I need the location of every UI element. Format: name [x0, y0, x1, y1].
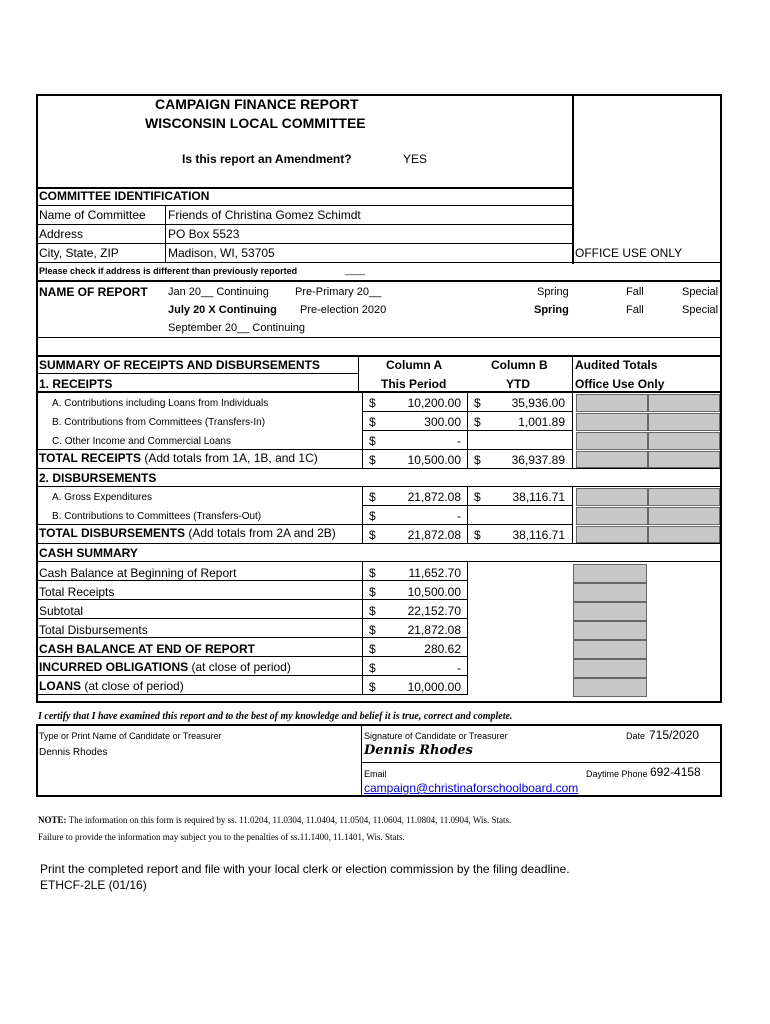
- audited-cell: [573, 659, 647, 678]
- signature-field[interactable]: Dennis Rhodes: [364, 743, 473, 758]
- receipt-a-col-b[interactable]: 35,936.00: [511, 396, 565, 410]
- dollar-sign: $: [369, 604, 376, 618]
- dollar-sign: $: [369, 434, 376, 448]
- report-option-july[interactable]: July 20 X Continuing: [168, 304, 277, 316]
- audited-cell: [573, 621, 647, 640]
- audited-cell: [576, 526, 648, 543]
- dollar-sign: $: [369, 490, 376, 504]
- total-receipts-label-rest: (Add totals from 1A, 1B, and 1C): [141, 451, 318, 465]
- committee-name-field[interactable]: Friends of Christina Gomez Schimdt: [168, 208, 361, 222]
- report-option-special-1[interactable]: Special: [682, 286, 719, 298]
- total-disb-col-b[interactable]: 38,116.71: [512, 528, 565, 542]
- dollar-sign: $: [474, 490, 481, 504]
- address-change-note: Please check if address is different than previously reported: [39, 266, 298, 276]
- certification-statement: I certify that I have examined this report and to the best of my knowledge and belief it is true, correct and complete.: [38, 711, 513, 722]
- city-state-zip-label: City, State, ZIP: [39, 246, 119, 260]
- audited-cell: [648, 432, 720, 450]
- dollar-sign: $: [369, 661, 376, 675]
- audited-cell: [648, 526, 720, 543]
- date-label: Date: [626, 731, 646, 741]
- date-field[interactable]: 715/2020: [649, 728, 700, 742]
- audited-cell: [648, 488, 720, 506]
- receipt-a-label: A. Contributions including Loans from Individuals: [52, 398, 269, 409]
- dollar-sign: $: [369, 415, 376, 429]
- column-a-subheading: This Period: [381, 377, 447, 391]
- city-state-zip-field[interactable]: Madison, WI, 53705: [168, 246, 275, 260]
- disb-a-label: A. Gross Expenditures: [52, 492, 153, 503]
- disb-a-col-a[interactable]: 21,872.08: [407, 490, 461, 504]
- disb-b-col-a[interactable]: -: [457, 509, 461, 523]
- dollar-sign: $: [369, 528, 376, 542]
- audited-cell: [573, 583, 647, 602]
- dollar-sign: $: [369, 453, 376, 467]
- audited-cell: [576, 394, 648, 412]
- audited-cell: [576, 432, 648, 450]
- receipt-c-col-a[interactable]: -: [457, 434, 461, 448]
- audited-cell: [648, 413, 720, 431]
- office-use-only-label: OFFICE USE ONLY: [575, 246, 683, 260]
- receipts-heading: 1. RECEIPTS: [39, 377, 113, 391]
- receipt-b-col-a[interactable]: 300.00: [424, 415, 461, 429]
- dollar-sign: $: [369, 585, 376, 599]
- cash-beginning-value[interactable]: 11,652.70: [408, 566, 461, 580]
- cash-row-label: [39, 679, 184, 693]
- receipt-a-col-a[interactable]: 10,200.00: [407, 396, 461, 410]
- note-line: [38, 815, 511, 825]
- column-b-subheading: YTD: [506, 377, 530, 391]
- dollar-sign: $: [369, 396, 376, 410]
- phone-field[interactable]: 692-4158: [650, 765, 701, 779]
- cash-summary-heading: CASH SUMMARY: [39, 546, 138, 560]
- column-b-heading: Column B: [491, 358, 548, 372]
- report-title-line1: CAMPAIGN FINANCE REPORT: [155, 96, 359, 112]
- report-title-line2: WISCONSIN LOCAL COMMITTEE: [145, 115, 366, 131]
- loans-value[interactable]: 10,000.00: [407, 680, 461, 694]
- total-receipts-col-a[interactable]: 10,500.00: [407, 453, 461, 467]
- report-option-special-2[interactable]: Special: [682, 304, 719, 316]
- receipt-b-label: B. Contributions from Committees (Transfers-In): [52, 417, 266, 428]
- cash-total-receipts-value[interactable]: 10,500.00: [407, 585, 461, 599]
- report-option-preelection[interactable]: Pre-election 2020: [300, 304, 387, 316]
- dollar-sign: $: [369, 566, 376, 580]
- cash-row-label: Subtotal: [39, 604, 84, 618]
- cash-row-label: Total Disbursements: [39, 623, 148, 637]
- dollar-sign: $: [369, 642, 376, 656]
- report-option-fall-1[interactable]: Fall: [626, 286, 644, 298]
- name-of-report-label: NAME OF REPORT: [39, 285, 148, 299]
- amendment-answer[interactable]: YES: [403, 152, 428, 166]
- audited-cell: [576, 451, 648, 468]
- incurred-obligations-value[interactable]: -: [457, 661, 461, 675]
- email-link[interactable]: campaign@christinaforschoolboard.com: [364, 781, 579, 795]
- report-option-fall-2[interactable]: Fall: [626, 304, 644, 316]
- disb-b-label: B. Contributions to Committees (Transfers-Out): [52, 511, 262, 522]
- audited-totals-heading: Audited Totals: [575, 358, 658, 372]
- cash-row-label: CASH BALANCE AT END OF REPORT: [39, 642, 255, 656]
- dollar-sign: $: [474, 528, 481, 542]
- report-option-september[interactable]: September 20__ Continuing: [168, 322, 305, 334]
- total-receipts-col-b[interactable]: 36,937.89: [511, 453, 565, 467]
- report-option-spring-1[interactable]: Spring: [537, 286, 569, 298]
- dollar-sign: $: [474, 415, 481, 429]
- report-option-spring-2[interactable]: Spring: [534, 304, 569, 316]
- note-bold: NOTE:: [38, 815, 67, 825]
- disb-a-col-b[interactable]: 38,116.71: [512, 490, 565, 504]
- total-disb-col-a[interactable]: 21,872.08: [407, 528, 461, 542]
- audited-cell: [573, 678, 647, 697]
- audited-cell: [573, 564, 647, 583]
- audited-cell: [648, 451, 720, 468]
- audited-cell: [573, 640, 647, 659]
- email-label: Email: [364, 769, 387, 779]
- address-field[interactable]: PO Box 5523: [168, 227, 240, 241]
- audited-cell: [576, 507, 648, 525]
- cash-total-disb-value[interactable]: 21,872.08: [407, 623, 461, 637]
- summary-heading: SUMMARY OF RECEIPTS AND DISBURSEMENTS: [39, 358, 320, 372]
- cash-row-label: Cash Balance at Beginning of Report: [39, 566, 237, 580]
- dollar-sign: $: [369, 509, 376, 523]
- signature-label: Signature of Candidate or Treasurer: [364, 731, 508, 741]
- dollar-sign: $: [474, 396, 481, 410]
- cash-subtotal-value[interactable]: 22,152.70: [407, 604, 461, 618]
- column-a-heading: Column A: [386, 358, 443, 372]
- filing-instructions: Print the completed report and file with your local clerk or election commission by the filing deadline.: [40, 862, 570, 876]
- address-change-checkbox[interactable]: ____: [345, 265, 366, 275]
- note-text: The information on this form is required by ss. 11.0204, 11.0304, 11.0404, 11.0504, 11.0604, 11.0804, 11.0904, Wis. Stats.: [66, 815, 512, 825]
- total-disbursements-label: [39, 526, 336, 540]
- disbursements-heading: 2. DISBURSEMENTS: [39, 471, 157, 485]
- incurred-label-bold: INCURRED OBLIGATIONS: [39, 660, 189, 674]
- dollar-sign: $: [369, 623, 376, 637]
- print-name-field[interactable]: Dennis Rhodes: [39, 747, 108, 758]
- loans-label-rest: (at close of period): [81, 679, 184, 693]
- audited-totals-subheading: Office Use Only: [575, 377, 665, 391]
- audited-cell: [648, 507, 720, 525]
- address-label: Address: [39, 227, 84, 241]
- incurred-label-rest: (at close of period): [188, 660, 291, 674]
- report-option-preprimary[interactable]: Pre-Primary 20__: [295, 286, 382, 298]
- committee-id-heading: COMMITTEE IDENTIFICATION: [39, 189, 210, 203]
- total-disb-label-rest: (Add totals from 2A and 2B): [185, 526, 336, 540]
- amendment-question: Is this report an Amendment?: [182, 152, 352, 166]
- cash-end-balance-value[interactable]: 280.62: [424, 642, 461, 656]
- cash-row-label: [39, 660, 291, 674]
- dollar-sign: $: [369, 680, 376, 694]
- total-receipts-label-bold: TOTAL RECEIPTS: [39, 451, 142, 465]
- receipt-c-label: C. Other Income and Commercial Loans: [52, 436, 231, 447]
- total-receipts-label: [39, 451, 318, 465]
- receipt-b-col-b[interactable]: 1,001.89: [518, 415, 565, 429]
- audited-cell: [573, 602, 647, 621]
- committee-name-label: Name of Committee: [39, 208, 146, 222]
- cash-row-label: Total Receipts: [39, 585, 115, 599]
- audited-cell: [576, 413, 648, 431]
- loans-label-bold: LOANS: [39, 679, 81, 693]
- failure-note: Failure to provide the information may subject you to the penalties of ss.11.1400, 11.1401, Wis. Stats.: [38, 832, 405, 842]
- audited-cell: [576, 488, 648, 506]
- total-disb-label-bold: TOTAL DISBURSEMENTS: [39, 526, 186, 540]
- print-name-label: Type or Print Name of Candidate or Treasurer: [39, 731, 222, 741]
- audited-cell: [648, 394, 720, 412]
- dollar-sign: $: [474, 453, 481, 467]
- form-id: ETHCF-2LE (01/16): [40, 878, 147, 892]
- phone-label: Daytime Phone: [586, 769, 648, 779]
- report-option-jan[interactable]: Jan 20__ Continuing: [168, 286, 269, 298]
